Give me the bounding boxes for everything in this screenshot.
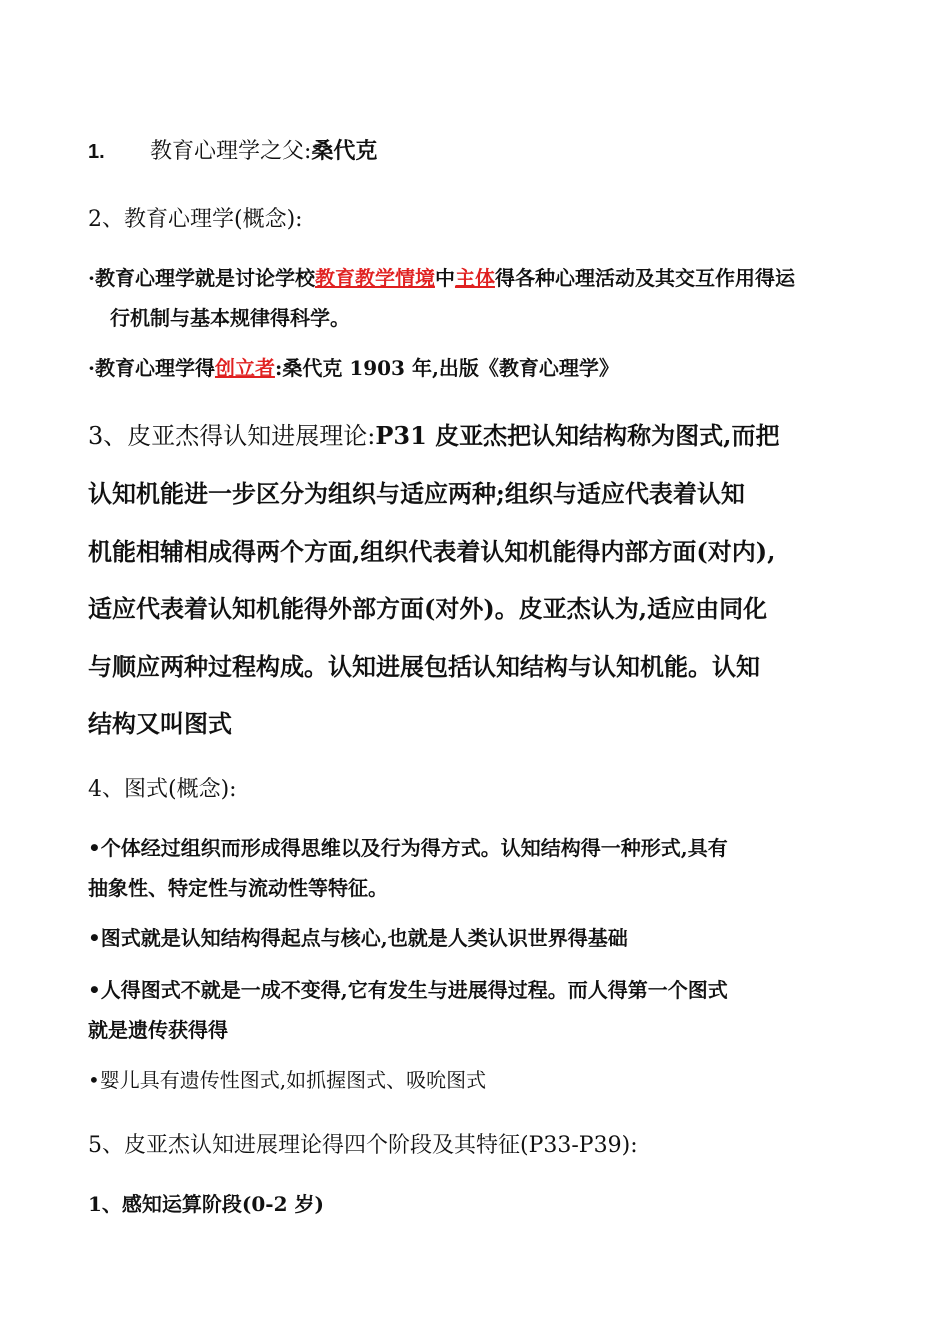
section-1 xyxy=(88,134,377,165)
section-3-line-4: 适应代表着认知机能得外部方面(对外)。皮亚杰认为,适应由同化 xyxy=(88,594,768,623)
definition-line-2: 行机制与基本规律得科学。 xyxy=(110,306,350,330)
section-1-number: 1. xyxy=(88,141,105,163)
section-3-heading: 3、皮亚杰得认知进展理论: xyxy=(88,422,376,450)
stage-1-heading: 1、感知运算阶段(0-2 岁) xyxy=(88,1192,324,1216)
bullet-2: •图式就是认知结构得起点与核心,也就是人类认识世界得基础 xyxy=(88,926,628,950)
section-5-heading: 5、皮亚杰认知进展理论得四个阶段及其特征(P33-P39): xyxy=(88,1133,638,1158)
definition-text-b: 中 xyxy=(434,266,455,290)
section-1-text: 教育心理学之父: xyxy=(150,139,312,164)
founder-line xyxy=(88,352,619,381)
section-2-heading: 2、教育心理学(概念): xyxy=(88,207,303,232)
bullet-1-line-1: •个体经过组织而形成得思维以及行为得方式。认知结构得一种形式,具有 xyxy=(88,836,728,860)
section-3-line-3: 机能相辅相成得两个方面,组织代表着认知机能得内部方面(对内), xyxy=(88,537,776,566)
definition-text-a: ·教育心理学就是讨论学校 xyxy=(88,266,315,290)
section-4-heading: 4、图式(概念): xyxy=(88,777,237,802)
bullet-3-line-2: 就是遗传获得得 xyxy=(88,1018,228,1042)
founder-text-a: ·教育心理学得 xyxy=(88,356,215,380)
bullet-4: •婴儿具有遗传性图式,如抓握图式、吸吮图式 xyxy=(88,1068,487,1092)
founder-text-b: :桑代克 1903 年,出版《教育心理学》 xyxy=(274,356,619,380)
section-1-name: 桑代克 xyxy=(311,138,378,164)
bullet-1-line-2: 抽象性、特定性与流动性等特征。 xyxy=(88,876,388,900)
bullet-3-line-1: •人得图式不就是一成不变得,它有发生与进展得过程。而人得第一个图式 xyxy=(88,978,728,1002)
definition-text-c: 得各种心理活动及其交互作用得运 xyxy=(494,266,795,290)
highlight-founder: 创立者 xyxy=(214,356,275,380)
section-3-line-5: 与顺应两种过程构成。认知进展包括认知结构与认知机能。认知 xyxy=(88,652,760,681)
definition-line-1 xyxy=(88,262,795,291)
highlight-subject: 主体 xyxy=(454,266,495,290)
section-3-line-2: 认知机能进一步区分为组织与适应两种;组织与适应代表着认知 xyxy=(88,479,745,508)
section-3-text-1: P31 皮亚杰把认知结构称为图式,而把 xyxy=(375,421,780,450)
section-3-line-6: 结构又叫图式 xyxy=(88,709,232,738)
section-3-line-1 xyxy=(88,416,780,451)
highlight-teaching-situation: 教育教学情境 xyxy=(314,266,435,290)
